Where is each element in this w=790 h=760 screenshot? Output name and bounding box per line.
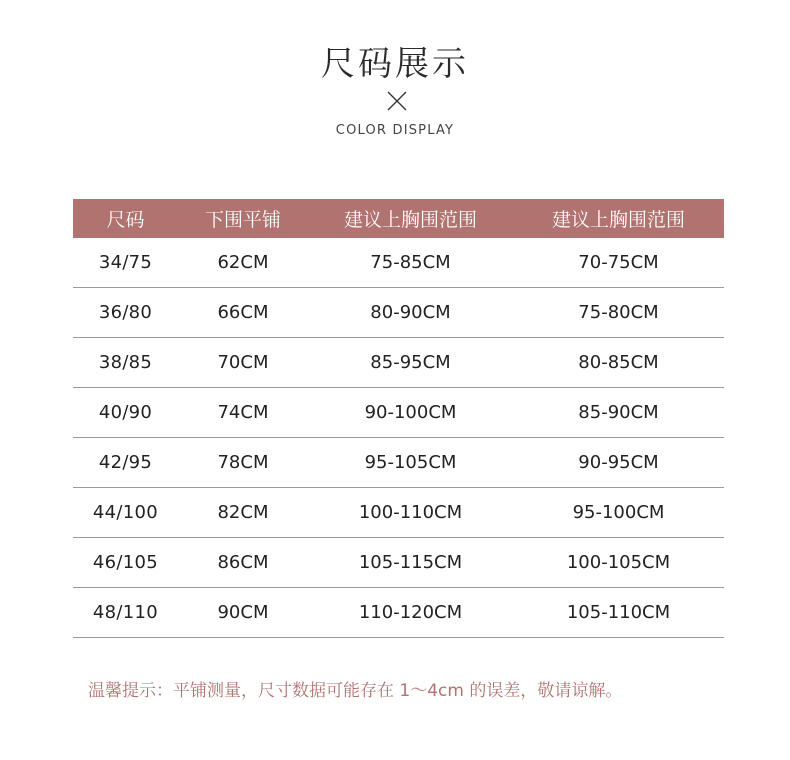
table-cell-underbust: 62CM xyxy=(178,238,308,288)
column-header-bust-range-alt: 建议上胸围范围 xyxy=(513,199,724,238)
column-header-underbust-flat: 下围平铺 xyxy=(178,199,308,238)
column-header-bust-range: 建议上胸围范围 xyxy=(308,199,513,238)
table-cell-underbust: 66CM xyxy=(178,288,308,338)
table-cell-bust-range: 100-110CM xyxy=(308,488,513,538)
table-row xyxy=(73,438,724,488)
table-row xyxy=(73,288,724,338)
table-cell-underbust: 86CM xyxy=(178,538,308,588)
table-cell-bust-range-alt: 90-95CM xyxy=(513,438,724,488)
table-cell-size: 34/75 xyxy=(73,238,178,288)
table-cell-size: 46/105 xyxy=(73,538,178,588)
cross-icon xyxy=(385,89,409,113)
table-cell-bust-range: 105-115CM xyxy=(308,538,513,588)
table-cell-bust-range-alt: 80-85CM xyxy=(513,338,724,388)
table-cell-underbust: 90CM xyxy=(178,588,308,638)
table-row xyxy=(73,588,724,638)
table-cell-bust-range: 85-95CM xyxy=(308,338,513,388)
page-subtitle: COLOR DISPLAY xyxy=(335,123,455,138)
table-cell-size: 36/80 xyxy=(73,288,178,338)
table-cell-bust-range-alt: 70-75CM xyxy=(513,238,724,288)
size-table xyxy=(73,199,724,638)
table-cell-bust-range-alt: 105-110CM xyxy=(513,588,724,638)
table-cell-underbust: 82CM xyxy=(178,488,308,538)
table-row xyxy=(73,238,724,288)
page-title: 尺码展示 xyxy=(321,44,469,84)
table-row xyxy=(73,488,724,538)
table-cell-size: 38/85 xyxy=(73,338,178,388)
table-cell-size: 42/95 xyxy=(73,438,178,488)
table-cell-bust-range: 80-90CM xyxy=(308,288,513,338)
table-cell-bust-range: 95-105CM xyxy=(308,438,513,488)
table-cell-bust-range: 110-120CM xyxy=(308,588,513,638)
table-cell-bust-range-alt: 95-100CM xyxy=(513,488,724,538)
table-header-row xyxy=(73,199,724,238)
table-cell-bust-range-alt: 75-80CM xyxy=(513,288,724,338)
table-cell-underbust: 78CM xyxy=(178,438,308,488)
table-cell-size: 48/110 xyxy=(73,588,178,638)
measurement-note: 温馨提示：平铺测量，尺寸数据可能存在 1～4cm 的误差，敬请谅解。 xyxy=(88,681,623,701)
table-cell-underbust: 70CM xyxy=(178,338,308,388)
table-cell-size: 44/100 xyxy=(73,488,178,538)
table-cell-bust-range-alt: 100-105CM xyxy=(513,538,724,588)
column-header-size: 尺码 xyxy=(73,199,178,238)
table-cell-bust-range-alt: 85-90CM xyxy=(513,388,724,438)
table-cell-bust-range: 75-85CM xyxy=(308,238,513,288)
table-row xyxy=(73,538,724,588)
table-cell-underbust: 74CM xyxy=(178,388,308,438)
table-cell-size: 40/90 xyxy=(73,388,178,438)
table-row xyxy=(73,338,724,388)
table-row xyxy=(73,388,724,438)
table-cell-bust-range: 90-100CM xyxy=(308,388,513,438)
